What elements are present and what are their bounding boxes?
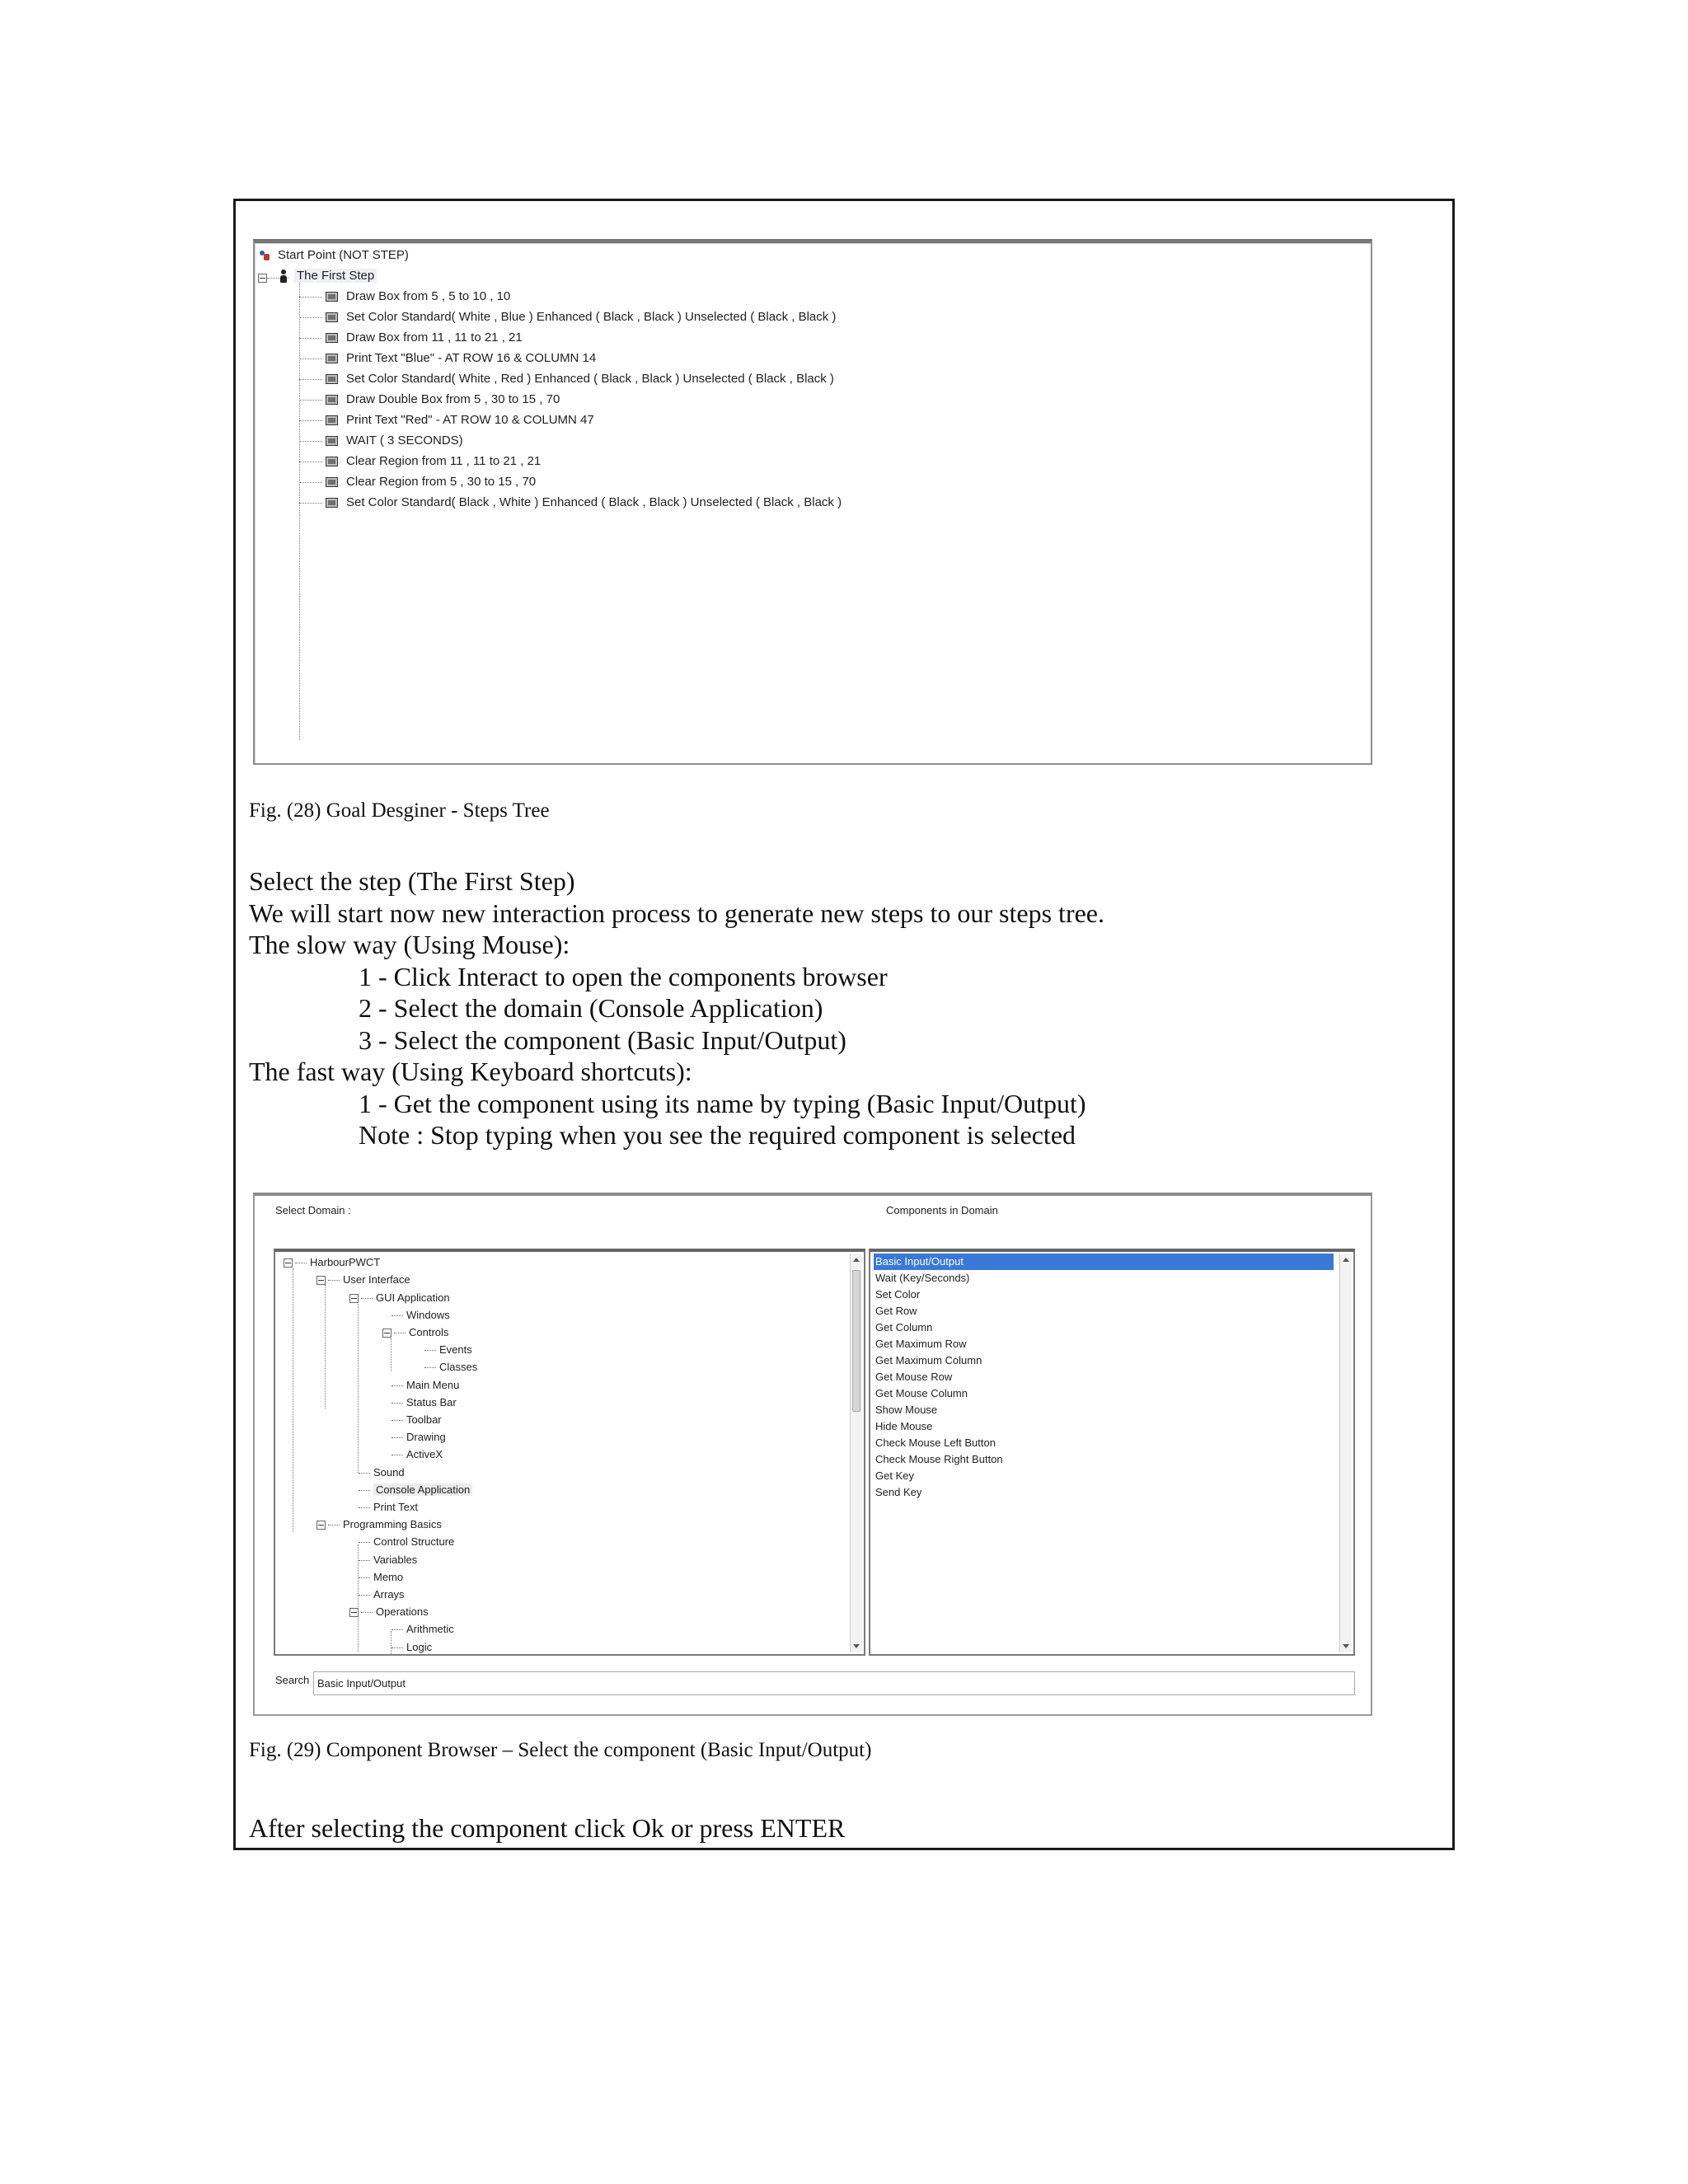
search-input[interactable] [313,1671,1355,1695]
scroll-up-icon[interactable] [853,1258,860,1262]
step-icon [326,436,338,446]
tree-step[interactable]: Draw Box from 5 , 5 to 10 , 10 [299,288,510,306]
domain-node[interactable]: Memo [359,1568,403,1586]
component-item[interactable]: Check Mouse Left Button [875,1436,996,1449]
scroll-thumb[interactable] [852,1270,860,1412]
instruction-line: The slow way (Using Mouse): [249,930,570,959]
instruction-line: 1 - Click Interact to open the components browser [359,961,888,991]
domain-node[interactable]: Classes [424,1358,477,1376]
domain-node[interactable]: Main Menu [392,1376,459,1394]
step-icon [326,498,338,508]
component-item[interactable]: Send Key [875,1486,922,1498]
domain-node[interactable]: Arithmetic [392,1620,454,1638]
domain-node[interactable]: Windows [392,1306,450,1324]
component-item[interactable]: Get Column [875,1321,933,1333]
domain-node[interactable]: Toolbar [392,1411,442,1428]
tree-step[interactable]: Print Text "Red" - AT ROW 10 & COLUMN 47 [299,411,594,429]
domain-node[interactable]: Sound [359,1464,405,1481]
collapse-icon[interactable] [284,1258,293,1268]
instructions [249,865,1104,1151]
collapse-icon[interactable] [316,1276,326,1285]
component-item[interactable]: Hide Mouse [875,1420,933,1432]
component-item[interactable]: Set Color [875,1288,921,1301]
step-icon [326,333,338,343]
tree-step[interactable]: Clear Region from 5 , 30 to 15 , 70 [299,473,536,491]
domain-node[interactable]: Variables [359,1551,417,1568]
components-list[interactable] [869,1249,1355,1656]
domain-node[interactable]: ActiveX [392,1446,443,1463]
component-item[interactable]: Get Mouse Column [875,1387,968,1399]
step-icon [326,292,338,302]
step-icon [326,374,338,384]
tree-step[interactable]: Draw Double Box from 5 , 30 to 15 , 70 [299,391,560,409]
domain-node[interactable]: Logic [392,1638,432,1656]
component-browser [253,1193,1372,1716]
domain-node[interactable]: HarbourPWCT [284,1254,380,1271]
domain-node[interactable]: User Interface [316,1271,410,1288]
component-item[interactable]: Get Mouse Row [875,1371,953,1383]
domain-tree-scrollbar[interactable] [850,1254,862,1652]
collapse-icon[interactable] [316,1521,326,1530]
components-in-domain-label: Components in Domain [886,1204,998,1216]
steps-tree[interactable] [253,239,1372,765]
component-item[interactable]: Get Key [875,1469,914,1482]
scroll-down-icon[interactable] [1343,1644,1349,1648]
domain-node[interactable]: Controls [382,1324,448,1341]
tree-step[interactable]: Print Text "Blue" - AT ROW 16 & COLUMN 14 [299,349,596,368]
component-item-basic-input-output[interactable]: Basic Input/Output [874,1254,1334,1270]
collapse-toggle-icon[interactable] [258,274,267,283]
components-scrollbar[interactable] [1339,1254,1352,1652]
instruction-line: We will start now new interaction process to generate new steps to our steps tree. [249,898,1104,928]
domain-node[interactable]: Operations [349,1603,429,1620]
instruction-line: The fast way (Using Keyboard shortcuts): [249,1057,692,1086]
step-icon [326,354,338,363]
component-item[interactable]: Get Maximum Row [875,1338,967,1350]
figure-29-caption: Fig. (29) Component Browser – Select the component (Basic Input/Output) [249,1739,872,1761]
tree-step[interactable]: Clear Region from 11 , 11 to 21 , 21 [299,452,541,471]
root-label: Start Point (NOT STEP) [278,248,409,262]
component-item[interactable]: Check Mouse Right Button [875,1453,1003,1465]
collapse-icon[interactable] [349,1608,359,1617]
component-item[interactable]: Get Maximum Column [875,1354,982,1366]
scroll-up-icon[interactable] [1343,1258,1349,1262]
collapse-icon[interactable] [382,1329,392,1338]
tree-step[interactable]: Set Color Standard( Black , White ) Enhanced ( Black , Black ) Unselected ( Black , Black ) [299,494,842,512]
tree-step[interactable]: Draw Box from 11 , 11 to 21 , 21 [299,329,523,347]
tree-step[interactable]: Set Color Standard( White , Red ) Enhanced ( Black , Black ) Unselected ( Black , Black ) [299,370,834,388]
domain-node[interactable]: Events [424,1341,472,1358]
domain-node[interactable]: Programming Basics [316,1516,442,1533]
scroll-down-icon[interactable] [853,1644,860,1648]
step-icon [326,457,338,466]
domain-node[interactable]: Print Text [359,1498,418,1516]
domain-node[interactable]: Arrays [359,1586,405,1603]
start-point-icon [258,249,271,262]
figure-28-caption: Fig. (28) Goal Desginer - Steps Tree [249,799,550,822]
person-icon [279,269,288,283]
instruction-line: 3 - Select the component (Basic Input/Output) [359,1024,846,1055]
component-item[interactable]: Show Mouse [875,1404,938,1416]
tree-step[interactable]: WAIT ( 3 SECONDS) [299,432,463,450]
component-item[interactable]: Wait (Key/Seconds) [875,1272,970,1284]
domain-node[interactable]: Drawing [392,1428,446,1446]
step-icon [326,312,338,322]
collapse-icon[interactable] [349,1294,359,1303]
step-icon [326,477,338,487]
select-domain-label: Select Domain : [275,1204,351,1216]
step-icon [326,395,338,405]
tree-node-first-step[interactable] [279,267,377,285]
instruction-line: Note : Stop typing when you see the required component is selected [359,1120,1076,1150]
tree-root[interactable] [258,246,409,265]
first-step-label: The First Step [294,269,377,283]
domain-tree[interactable] [274,1249,865,1656]
domain-node-console-application[interactable]: Console Application [359,1481,472,1498]
final-instruction: After selecting the component click Ok or press ENTER [249,1813,846,1843]
domain-node[interactable]: Status Bar [392,1394,457,1411]
domain-node[interactable]: Control Structure [359,1533,454,1550]
search-label: Search [275,1674,310,1686]
domain-node[interactable]: GUI Application [349,1289,450,1306]
component-item[interactable]: Get Row [875,1305,917,1317]
instruction-line: Select the step (The First Step) [249,866,575,896]
tree-step[interactable]: Set Color Standard( White , Blue ) Enhanced ( Black , Black ) Unselected ( Black , Black ) [299,308,836,326]
instruction-line: 2 - Select the domain (Console Application) [359,993,823,1023]
instruction-line: 1 - Get the component using its name by typing (Basic Input/Output) [359,1088,1086,1118]
step-icon [326,415,338,425]
